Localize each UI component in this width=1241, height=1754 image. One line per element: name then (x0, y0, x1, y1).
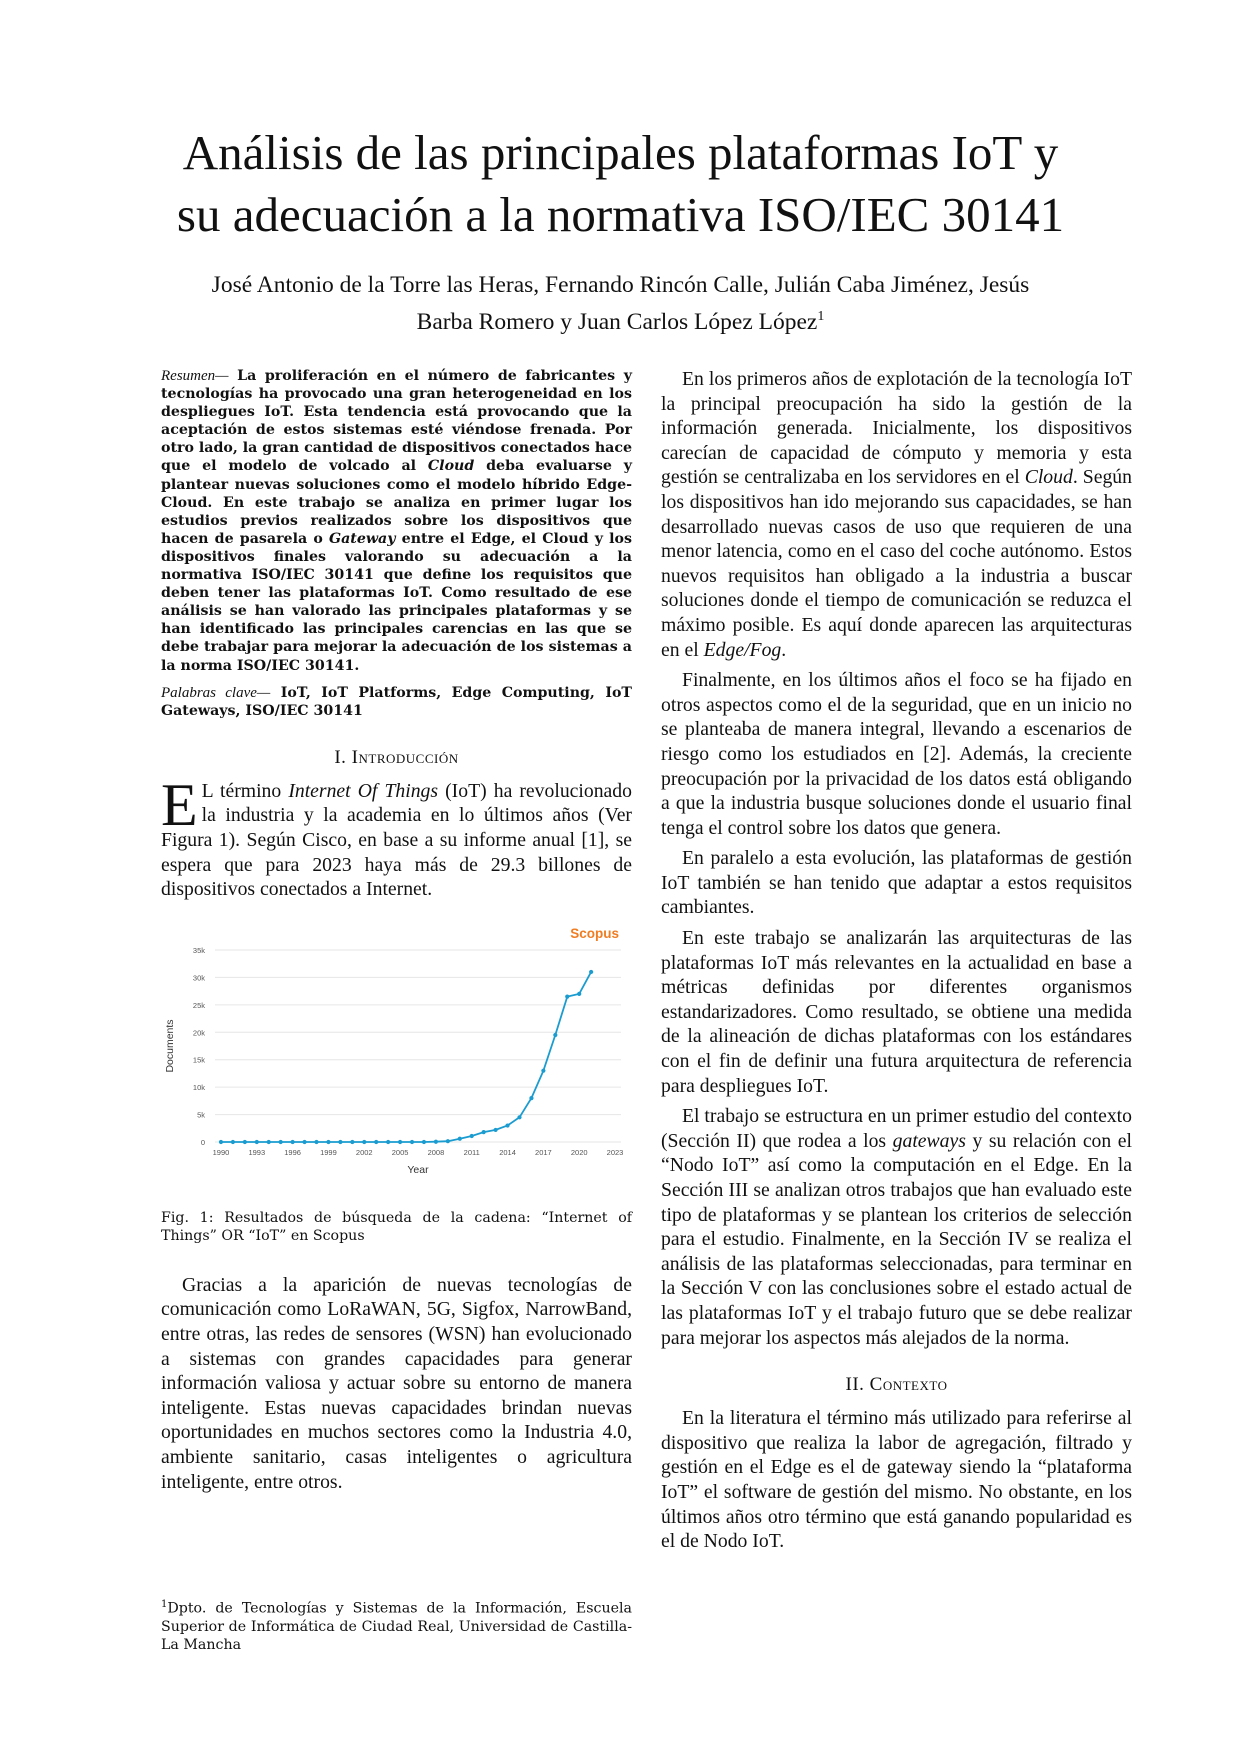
dropcap: E (161, 771, 198, 838)
data-point (398, 1140, 402, 1144)
data-point (219, 1140, 223, 1144)
data-point (470, 1134, 474, 1138)
right-p5-b: y su relación con el “Nodo IoT” así como la computación en el Edge. En la Sección III se analizan otros trabajos que han evaluado este tipo de plataformas y se plantean los criterios de selección para el estudio. Finalmente, en la Sección IV se realiza el análisis de las plataformas seleccionadas, para terminar en la Sección V con las conclusiones sobre el estado actual de las plataformas IoT y el trabajo futuro que se debe realizar para mejorar los aspectos más alejados de la norma. (661, 1129, 1132, 1349)
right-column (661, 367, 1132, 1560)
y-axis-label: Documents (164, 1019, 176, 1073)
data-point (565, 994, 569, 998)
data-point (326, 1140, 330, 1144)
data-point (422, 1140, 426, 1144)
context-paragraph-1: En la literatura el término más utilizado para referirse al dispositivo que realiza la labor de agregación, filtrado y gestión en el Edge es el de gateway siendo la “plataforma IoT” el software de gestión del mismo. No obstante, en los últimos años otro término que está ganando popularidad es el de Nodo IoT. (661, 1407, 1132, 1553)
data-point (350, 1140, 354, 1144)
right-p1-a: En los primeros años de explotación de la tecnología IoT la principal preocupación ha sido la gestión de la información generada. Inicialmente, los dispositivos carecían de capacidad de cómputo y memoria y esta gestión se centralizaba en los servidores en el (661, 368, 1132, 489)
intro-p1-b: (IoT) ha revolucionado la industria y la academia en lo últimos años (Ver Figura 1). Según Cisco, en base a su informe anual [1], se espera que para 2023 haya más de 29.3 billones de dispositivos conectados a Internet. (161, 779, 632, 901)
authors (150, 269, 1091, 338)
x-tick-label: 2017 (535, 1147, 552, 1157)
abstract-label: Resumen— (161, 368, 229, 384)
data-point (410, 1140, 414, 1144)
data-point (314, 1140, 318, 1144)
right-paragraph-5 (661, 1104, 1132, 1350)
y-tick-label: 0 (200, 1137, 205, 1147)
footnote-mark: 1 (161, 1599, 168, 1610)
data-point (541, 1068, 545, 1072)
x-tick-label: 2011 (463, 1147, 480, 1157)
figure-caption: Fig. 1: Resultados de búsqueda de la cadena: “Internet of Things” OR “IoT” en Scopus (161, 1209, 632, 1244)
data-point (589, 970, 593, 974)
y-tick-label: 20k (192, 1028, 205, 1038)
x-tick-label: 2008 (427, 1147, 445, 1157)
series-line (221, 972, 591, 1142)
intro-p1-italic: Internet Of Things (288, 779, 439, 802)
y-tick-label: 10k (192, 1082, 205, 1092)
data-point (279, 1140, 283, 1144)
right-paragraph-2: Finalmente, en los últimos años el foco se ha fijado en otros aspectos como el de la seguridad, que en un inicio no se planteaba de manera integral, llevando a escenarios de riesgo como los estudiados en [2]. Además, la creciente preocupación por la privacidad de los datos está obligando a que la industria busque soluciones donde el usuario final tenga el control sobre los datos que genera. (661, 669, 1132, 839)
data-point (529, 1096, 533, 1100)
y-tick-label: 25k (192, 1000, 205, 1010)
x-tick-label: 2020 (570, 1147, 588, 1157)
abstract-text-a: La proliferación en el número de fabricantes y tecnologías ha provocado una gran heterogeneidad en los despliegues IoT. Esta tendencia está provocando que la aceptación de estos sistemas esté viéndose frenada. Por otro lado, la gran cantidad de dispositivos conectados hace que el modelo de volcado al (161, 368, 632, 475)
data-point (482, 1130, 486, 1134)
abstract-text-b: deba evaluarse y plantear nuevas soluciones como el modelo híbrido Edge-Cloud. En este trabajo se analiza en primer lugar los estudios previos realizados sobre los dispositivos que hacen de pasarela o (161, 458, 632, 547)
data-point (267, 1140, 271, 1144)
data-point (291, 1140, 295, 1144)
abstract-cloud: Cloud (427, 458, 475, 475)
x-tick-label: 2014 (499, 1147, 516, 1157)
right-p5-gateways: gateways (892, 1129, 966, 1152)
data-point (494, 1128, 498, 1132)
authors-line-2: Barba Romero y Juan Carlos López López (416, 308, 818, 335)
intro-paragraph-2: Gracias a la aparición de nuevas tecnologías de comunicación como LoRaWAN, 5G, Sigfox, NarrowBand, entre otras, las redes de sensores (WSN) han evolucionado a sistemas con grandes capacidades para generar información valiosa y actuar sobre su entorno de manera inteligente. Estas nuevas capacidades brindan nuevas oportunidades en muchos sectores como la Industria 4.0, ambiente sanitario, casas inteligentes o agricultura inteligente, entre otros. (161, 1273, 632, 1493)
right-p5-a: El trabajo se estructura en un primer estudio del contexto (Sección II) que rodea a los (661, 1105, 1132, 1152)
paper-title (0, 122, 1241, 246)
keywords-text: IoT, IoT Platforms, Edge Computing, IoT Gateways, ISO/IEC 30141 (161, 684, 632, 719)
right-paragraph-1 (661, 367, 1132, 662)
data-point (231, 1140, 235, 1144)
x-tick-label: 1996 (284, 1147, 301, 1157)
keywords (161, 684, 632, 720)
x-tick-label: 2005 (391, 1147, 409, 1157)
x-axis-label: Year (407, 1163, 429, 1176)
data-point (338, 1140, 342, 1144)
y-tick-label: 35k (192, 945, 205, 955)
x-tick-label: 1999 (320, 1147, 337, 1157)
title-line-1: Análisis de las principales plataformas IoT y (182, 125, 1059, 180)
right-paragraph-3: En paralelo a esta evolución, las plataformas de gestión IoT también se han tenido que adaptar a estos requisitos cambiantes. (661, 847, 1132, 919)
x-tick-label: 1993 (248, 1147, 266, 1157)
scopus-chart (161, 920, 632, 1190)
author-footnote-mark: 1 (817, 309, 825, 324)
right-paragraph-4: En este trabajo se analizarán las arquitecturas de las plataformas IoT más relevantes en la actualidad en base a métricas definidas por diferentes organismos estandarizadores. Como resultado, se obtiene una medida de la alineación de dichas plataformas con los estándares con el fin de definir una futura arquitectura de referencia para despliegues IoT. (661, 927, 1132, 1097)
intro-p1-a: L término (201, 779, 289, 802)
right-p1-cloud: Cloud (1024, 466, 1073, 489)
data-point (553, 1033, 557, 1037)
footnote-text: Dpto. de Tecnologías y Sistemas de la Información, Escuela Superior de Informática de Ciudad Real, Universidad de Castilla-La Mancha (161, 1600, 632, 1653)
y-tick-label: 30k (192, 973, 205, 983)
data-point (577, 992, 581, 996)
intro-paragraph-1 (161, 771, 632, 902)
y-tick-label: 5k (197, 1110, 205, 1120)
footnote (161, 1596, 632, 1654)
data-point (458, 1136, 462, 1140)
data-point (362, 1140, 366, 1144)
x-tick-label: 1990 (212, 1147, 230, 1157)
abstract-gateway: Gateway (328, 530, 396, 547)
x-tick-label: 2002 (355, 1147, 373, 1157)
x-tick-label: 2023 (606, 1147, 624, 1157)
figure-1 (161, 920, 632, 1245)
abstract (161, 367, 632, 675)
scopus-brand-label: Scopus (570, 925, 619, 941)
data-point (386, 1140, 390, 1144)
right-p1-c: . (781, 638, 787, 661)
keywords-label: Palabras clave— (161, 684, 271, 701)
section-1-heading: I. Introducción (334, 746, 459, 768)
data-point (505, 1123, 509, 1127)
right-p1-b: . Según los dispositivos han ido mejorando sus capacidades, se han desarrollado nuevas casos de uso que requieren de una menor latencia, como en el caso del coche autónomo. Estos nuevos requisitos han obligado a la industria a buscar soluciones donde el tiempo de comunicación se reduzca el máximo posible. Es aquí donde aparecen las arquitecturas en el (661, 466, 1132, 661)
section-2-heading: II. Contexto (845, 1374, 948, 1396)
data-point (434, 1139, 438, 1143)
title-line-2: su adecuación a la normativa ISO/IEC 30141 (176, 187, 1065, 242)
data-point (374, 1140, 378, 1144)
authors-line-1: José Antonio de la Torre las Heras, Fernando Rincón Calle, Julián Caba Jiménez, Jesús (211, 272, 1030, 298)
right-p1-edgefog: Edge/Fog (703, 638, 782, 661)
data-point (302, 1140, 306, 1144)
data-point (446, 1139, 450, 1143)
left-column (161, 367, 632, 1500)
data-point (517, 1115, 521, 1119)
abstract-text-c: entre el Edge, el Cloud y los dispositivos finales valorando su adecuación a la normativa ISO/IEC 30141 que define los requisitos que deben tener las plataformas IoT. Como resultado de ese análisis se han valorado las principales plataformas y se han identificado las principales carencias en las que se debe trabajar para mejorar la adecuación de los sistemas a la norma ISO/IEC 30141. (161, 530, 632, 674)
y-tick-label: 15k (192, 1055, 205, 1065)
data-point (243, 1140, 247, 1144)
data-point (255, 1140, 259, 1144)
